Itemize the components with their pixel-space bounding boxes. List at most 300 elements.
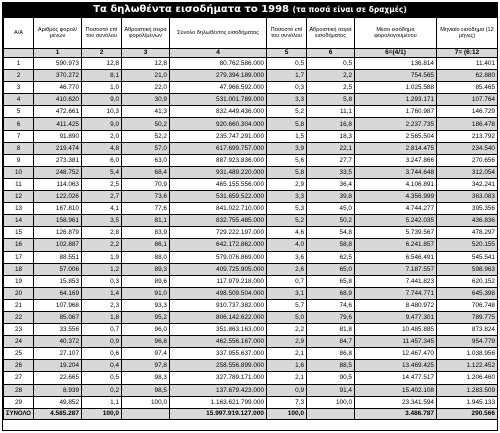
table-cell: 436.836	[437, 215, 498, 227]
table-cell: 327.789.171.000	[170, 372, 267, 384]
table-cell: 0,7	[267, 275, 307, 287]
column-number: 6=(4/1)	[355, 49, 437, 58]
table-cell: 158.961	[34, 215, 82, 227]
total-cell: 15.997.919.127.000	[170, 408, 267, 419]
table-cell: 2,8	[82, 227, 122, 239]
table-cell: 18,3	[307, 130, 355, 142]
table-cell: 462.556.167.000	[170, 336, 267, 348]
table-cell: 10.485.885	[355, 324, 437, 336]
table-cell: 351.863.163.000	[170, 324, 267, 336]
table-cell: 80.762.586.000	[170, 58, 267, 70]
table-cell: 5,2	[267, 106, 307, 118]
column-number: 5	[267, 49, 307, 58]
table-cell: 395.356	[437, 203, 498, 215]
table-cell: 1.122.452	[437, 360, 498, 372]
table-cell: 258.556.899.000	[170, 360, 267, 372]
total-cell: 100,0	[267, 408, 307, 419]
table-cell: 3,3	[267, 191, 307, 203]
table-cell: 706.748	[437, 299, 498, 311]
table-cell: 12,8	[122, 58, 170, 70]
table-row	[4, 275, 498, 287]
table-cell: 7.744.771	[355, 287, 437, 299]
table-cell: 29	[4, 396, 34, 408]
table-cell: 11,1	[307, 106, 355, 118]
table-row	[4, 396, 498, 408]
table-cell: 1,2	[82, 263, 122, 275]
table-cell: 5,8	[267, 118, 307, 130]
table-cell: 5,8	[267, 166, 307, 178]
table-cell: 363.083	[437, 191, 498, 203]
table-cell: 0,4	[82, 360, 122, 372]
table-cell: 107.764	[437, 94, 498, 106]
table-row	[4, 215, 498, 227]
table-cell: 620.152	[437, 275, 498, 287]
column-header: Ποσοστό επί του συνόλου	[267, 18, 307, 49]
table-cell: 89,6	[122, 275, 170, 287]
table-cell: 213.792	[437, 130, 498, 142]
table-cell: 954.779	[437, 336, 498, 348]
total-cell	[307, 408, 355, 419]
table-cell: 62,5	[307, 251, 355, 263]
table-cell: 789.775	[437, 311, 498, 323]
column-header: Α/Α	[4, 18, 34, 49]
total-cell: 100,0	[82, 408, 122, 419]
table-cell: 16	[4, 239, 34, 251]
table-cell: 14.477.517	[355, 372, 437, 384]
column-number: 7= (6:12	[437, 49, 498, 58]
table-cell: 0,7	[82, 324, 122, 336]
table-cell: 57.006	[34, 263, 82, 275]
table-cell: 146.729	[437, 106, 498, 118]
table-cell: 9.477.301	[355, 311, 437, 323]
table-row	[4, 239, 498, 251]
table-cell: 70,9	[122, 178, 170, 190]
table-cell: 465.155.556.000	[170, 178, 267, 190]
table-cell: 920.660.304.000	[170, 118, 267, 130]
table-cell: 729.222.197.000	[170, 227, 267, 239]
total-cell: ΣΥΝΟΛΟ	[4, 408, 34, 419]
table-cell: 409.725.905.000	[170, 263, 267, 275]
table-cell: 0,3	[82, 275, 122, 287]
table-cell: 1.760.987	[355, 106, 437, 118]
table-cell: 88.551	[34, 251, 82, 263]
table-cell: 3.247.866	[355, 154, 437, 166]
table-row	[4, 154, 498, 166]
table-cell: 12,8	[82, 58, 122, 70]
table-cell: 3,6	[267, 251, 307, 263]
table-row	[4, 178, 498, 190]
table-cell: 96,0	[122, 324, 170, 336]
column-numbers	[4, 49, 498, 58]
table-cell: 3,1	[267, 287, 307, 299]
table-cell: 279.394.189.000	[170, 70, 267, 82]
table-cell: 832.449.436.000	[170, 106, 267, 118]
table-cell: 93,3	[122, 299, 170, 311]
total-cell: 4.585.287	[34, 408, 82, 419]
table-cell: 13.469.425	[355, 360, 437, 372]
table-cell: 2,3	[82, 299, 122, 311]
table-cell: 411.425	[34, 118, 82, 130]
column-header: Σύνολο δηλωθέντος εισοδήματος	[170, 18, 267, 49]
table-cell: 54,8	[307, 227, 355, 239]
table-cell: 531.001.789.000	[170, 94, 267, 106]
table-cell: 65,8	[307, 275, 355, 287]
table-cell: 4,0	[267, 239, 307, 251]
table-cell: 22	[4, 311, 34, 323]
table-cell: 3,3	[267, 94, 307, 106]
table-cell: 5.242.035	[355, 215, 437, 227]
table-cell: 1	[4, 58, 34, 70]
table-cell: 16,8	[307, 118, 355, 130]
table-cell: 15.853	[34, 275, 82, 287]
table-cell: 14	[4, 215, 34, 227]
table-cell: 46.770	[34, 82, 82, 94]
table-cell: 12.467.470	[355, 348, 437, 360]
table-cell: 84,7	[307, 336, 355, 348]
total-cell	[122, 408, 170, 419]
column-header: Μέσο εισόδημα φορολογουμένου	[355, 18, 437, 49]
table-cell: 96,8	[122, 336, 170, 348]
table-row	[4, 118, 498, 130]
table-row	[4, 130, 498, 142]
table-cell: 545.541	[437, 251, 498, 263]
table-cell: 1,8	[82, 311, 122, 323]
table-cell: 5,3	[267, 203, 307, 215]
table-cell: 97,8	[122, 360, 170, 372]
table-cell: 6.241.857	[355, 239, 437, 251]
table-cell: 0,5	[307, 58, 355, 70]
table-cell: 98,5	[122, 384, 170, 396]
table-cell: 2,2	[267, 324, 307, 336]
table-cell: 4,6	[267, 227, 307, 239]
table-row	[4, 142, 498, 154]
table-cell: 47.966.592.000	[170, 82, 267, 94]
table-cell: 91,4	[307, 384, 355, 396]
table-cell: 89,3	[122, 263, 170, 275]
table-cell: 102.887	[34, 239, 82, 251]
table-cell: 1,1	[82, 396, 122, 408]
table-cell: 520.155	[437, 239, 498, 251]
table-cell: 41,3	[122, 106, 170, 118]
table-cell: 3	[4, 82, 34, 94]
table-cell: 88,5	[307, 360, 355, 372]
table-cell: 931.489.220.000	[170, 166, 267, 178]
table-cell: 531.659.522.000	[170, 191, 267, 203]
table-cell: 73,6	[122, 191, 170, 203]
table-cell: 1.038.956	[437, 348, 498, 360]
table-cell: 617.699.757.000	[170, 142, 267, 154]
table-row	[4, 311, 498, 323]
table-cell: 5,4	[82, 166, 122, 178]
table-cell: 312.054	[437, 166, 498, 178]
table-cell: 19.204	[34, 360, 82, 372]
table-body	[4, 58, 498, 409]
table-cell: 15.402.108	[355, 384, 437, 396]
table-cell: 5.739.567	[355, 227, 437, 239]
table-row	[4, 384, 498, 396]
table-cell: 10,3	[82, 106, 122, 118]
table-cell: 6,0	[82, 154, 122, 166]
table-cell: 7.441.823	[355, 275, 437, 287]
column-number	[4, 49, 34, 58]
table-row	[4, 336, 498, 348]
table-cell: 36,4	[307, 178, 355, 190]
table-cell: 50,2	[122, 118, 170, 130]
table-cell: 9,0	[82, 94, 122, 106]
table-cell: 2,2	[307, 70, 355, 82]
table-cell: 234.540	[437, 142, 498, 154]
table-cell: 22.665	[34, 372, 82, 384]
column-header: Αριθμός φορολ/μένων	[34, 18, 82, 49]
table-row	[4, 166, 498, 178]
table-cell: 219.474	[34, 142, 82, 154]
table-cell: 2,5	[307, 82, 355, 94]
table-cell: 97,4	[122, 348, 170, 360]
table-cell: 100,0	[307, 396, 355, 408]
currency-note: (τα ποσά είναι σε δραχμές)	[292, 5, 407, 14]
table-cell: 6.546.491	[355, 251, 437, 263]
table-cell: 9,0	[82, 118, 122, 130]
table-cell: 337.955.637.000	[170, 348, 267, 360]
table-cell: 137.679.423.000	[170, 384, 267, 396]
table-cell: 4.106.891	[355, 178, 437, 190]
table-cell: 4	[4, 94, 34, 106]
table-row	[4, 360, 498, 372]
document-title: Τα δηλωθέντα εισοδήματα το 1998	[93, 4, 290, 15]
table-cell: 2,7	[82, 191, 122, 203]
table-cell: 5,7	[267, 299, 307, 311]
table-cell: 117.979.218.000	[170, 275, 267, 287]
table-row	[4, 348, 498, 360]
total-cell: 3.486.787	[355, 408, 437, 419]
table-cell: 22,0	[122, 82, 170, 94]
table-cell: 1,4	[82, 287, 122, 299]
table-cell: 136.814	[355, 58, 437, 70]
table-cell: 11.457.345	[355, 336, 437, 348]
table-cell: 2,9	[267, 178, 307, 190]
column-header: Μηνιαίο εισόδημα (12 μήνες)	[437, 18, 498, 49]
table-cell: 21,0	[122, 70, 170, 82]
table-cell: 1.293.171	[355, 94, 437, 106]
table-cell: 65,0	[307, 263, 355, 275]
table-row	[4, 203, 498, 215]
table-cell: 841.022.710.000	[170, 203, 267, 215]
table-row	[4, 263, 498, 275]
table-cell: 33,5	[307, 166, 355, 178]
table-cell: 0,9	[267, 384, 307, 396]
table-cell: 3,5	[82, 215, 122, 227]
table-cell: 33.556	[34, 324, 82, 336]
table-cell: 887.923.836.000	[170, 154, 267, 166]
table-cell: 0,5	[267, 58, 307, 70]
table-cell: 98,3	[122, 372, 170, 384]
table-row	[4, 191, 498, 203]
table-cell: 100,0	[122, 396, 170, 408]
table-cell: 85.465	[437, 82, 498, 94]
table-cell: 50,2	[307, 215, 355, 227]
table-row	[4, 106, 498, 118]
table-row	[4, 372, 498, 384]
table-cell: 5	[4, 106, 34, 118]
table-cell: 1.206.460	[437, 372, 498, 384]
table-cell: 4,1	[82, 203, 122, 215]
table-cell: 2,2	[82, 239, 122, 251]
table-cell: 68,4	[122, 166, 170, 178]
table-cell: 12	[4, 191, 34, 203]
table-cell: 4.744.277	[355, 203, 437, 215]
table-cell: 83,9	[122, 227, 170, 239]
table-cell: 22,1	[307, 142, 355, 154]
table-cell: 410.620	[34, 94, 82, 106]
table-cell: 498.509.504.000	[170, 287, 267, 299]
table-cell: 52,2	[122, 130, 170, 142]
column-headers	[4, 18, 498, 49]
table-cell: 19	[4, 275, 34, 287]
table-cell: 17	[4, 251, 34, 263]
table-cell: 270.656	[437, 154, 498, 166]
table-cell: 1,9	[82, 251, 122, 263]
table-cell: 74,6	[307, 299, 355, 311]
table-cell: 64.169	[34, 287, 82, 299]
table-cell: 11	[4, 178, 34, 190]
table-cell: 5,0	[267, 311, 307, 323]
table-cell: 598.963	[437, 263, 498, 275]
table-cell: 832.755.485.000	[170, 215, 267, 227]
table-cell: 472.661	[34, 106, 82, 118]
table-cell: 2.237.735	[355, 118, 437, 130]
table-cell: 49.852	[34, 396, 82, 408]
total-row	[4, 408, 498, 419]
table-row	[4, 58, 498, 70]
table-cell: 1.945.133	[437, 396, 498, 408]
total-cell: 290.566	[437, 408, 498, 419]
table-cell: 645.398	[437, 287, 498, 299]
table-cell: 63,0	[122, 154, 170, 166]
table-cell: 58,8	[307, 239, 355, 251]
table-cell: 57,0	[122, 142, 170, 154]
table-cell: 9	[4, 154, 34, 166]
table-row	[4, 70, 498, 82]
table-cell: 10	[4, 166, 34, 178]
table-cell: 1.163.621.799.000	[170, 396, 267, 408]
table-cell: 2	[4, 70, 34, 82]
table-cell: 126.879	[34, 227, 82, 239]
table-cell: 23	[4, 324, 34, 336]
table-cell: 167.810	[34, 203, 82, 215]
table-cell: 25	[4, 348, 34, 360]
table-cell: 7.187.557	[355, 263, 437, 275]
table-cell: 342.241	[437, 178, 498, 190]
table-cell: 2.814.475	[355, 142, 437, 154]
table-cell: 579.076.869.000	[170, 251, 267, 263]
table-cell: 2,9	[267, 336, 307, 348]
table-row	[4, 287, 498, 299]
table-cell: 3.744.648	[355, 166, 437, 178]
column-number: 2	[82, 49, 122, 58]
table-cell: 18	[4, 263, 34, 275]
table-cell: 15	[4, 227, 34, 239]
table-cell: 28	[4, 384, 34, 396]
column-number: 6	[307, 49, 355, 58]
table-row	[4, 299, 498, 311]
table-cell: 1,5	[267, 130, 307, 142]
table-cell: 1,7	[267, 70, 307, 82]
table-cell: 11.401	[437, 58, 498, 70]
table-cell: 6	[4, 118, 34, 130]
table-cell: 24	[4, 336, 34, 348]
table-cell: 81,8	[307, 324, 355, 336]
table-cell: 5,8	[307, 94, 355, 106]
table-row	[4, 94, 498, 106]
table-cell: 88,0	[122, 251, 170, 263]
table-cell: 2,5	[82, 178, 122, 190]
table-cell: 1.025.588	[355, 82, 437, 94]
income-table	[3, 17, 498, 420]
table-cell: 86,8	[307, 348, 355, 360]
table-cell: 77,6	[122, 203, 170, 215]
table-cell: 873.824	[437, 324, 498, 336]
column-header: Αθροιστική σειρά εισοδήματος	[307, 18, 355, 49]
table-cell: 273.381	[34, 154, 82, 166]
table-cell: 1,0	[82, 82, 122, 94]
table-cell: 107.968	[34, 299, 82, 311]
title-bar	[3, 3, 497, 17]
table-cell: 2,6	[267, 263, 307, 275]
table-cell: 81,1	[122, 215, 170, 227]
table-cell: 2,0	[82, 130, 122, 142]
table-cell: 4.356.999	[355, 191, 437, 203]
column-header: Αθροιστική σειρά φορολ/μένων	[122, 18, 170, 49]
table-cell: 30,9	[122, 94, 170, 106]
table-cell: 21	[4, 299, 34, 311]
table-cell: 40.372	[34, 336, 82, 348]
table-cell: 1,6	[267, 360, 307, 372]
table-cell: 85.067	[34, 311, 82, 323]
table-cell: 26	[4, 360, 34, 372]
table-cell: 642.172.862.000	[170, 239, 267, 251]
table-cell: 8	[4, 142, 34, 154]
table-cell: 0,5	[82, 372, 122, 384]
column-number: 1	[34, 49, 82, 58]
table-cell: 4,8	[82, 142, 122, 154]
table-cell: 910.737.382.000	[170, 299, 267, 311]
table-cell: 2,1	[267, 372, 307, 384]
table-cell: 248.752	[34, 166, 82, 178]
table-cell: 122.026	[34, 191, 82, 203]
table-cell: 3,9	[267, 142, 307, 154]
table-cell: 2,1	[267, 348, 307, 360]
table-cell: 39,8	[307, 191, 355, 203]
table-cell: 27,7	[307, 154, 355, 166]
table-cell: 478.297	[437, 227, 498, 239]
table-cell: 86,1	[122, 239, 170, 251]
table-cell: 8.480.972	[355, 299, 437, 311]
column-header: Ποσοστό επί του συνόλου	[82, 18, 122, 49]
table-cell: 5,6	[267, 154, 307, 166]
table-cell: 8.939	[34, 384, 82, 396]
table-cell: 186.478	[437, 118, 498, 130]
column-number: 3	[122, 49, 170, 58]
table-cell: 2.565.504	[355, 130, 437, 142]
table-cell: 1.283.509	[437, 384, 498, 396]
table-cell: 27.107	[34, 348, 82, 360]
table-cell: 95,2	[122, 311, 170, 323]
table-row	[4, 324, 498, 336]
table-cell: 45,0	[307, 203, 355, 215]
table-row	[4, 251, 498, 263]
table-cell: 370.272	[34, 70, 82, 82]
table-cell: 91.890	[34, 130, 82, 142]
